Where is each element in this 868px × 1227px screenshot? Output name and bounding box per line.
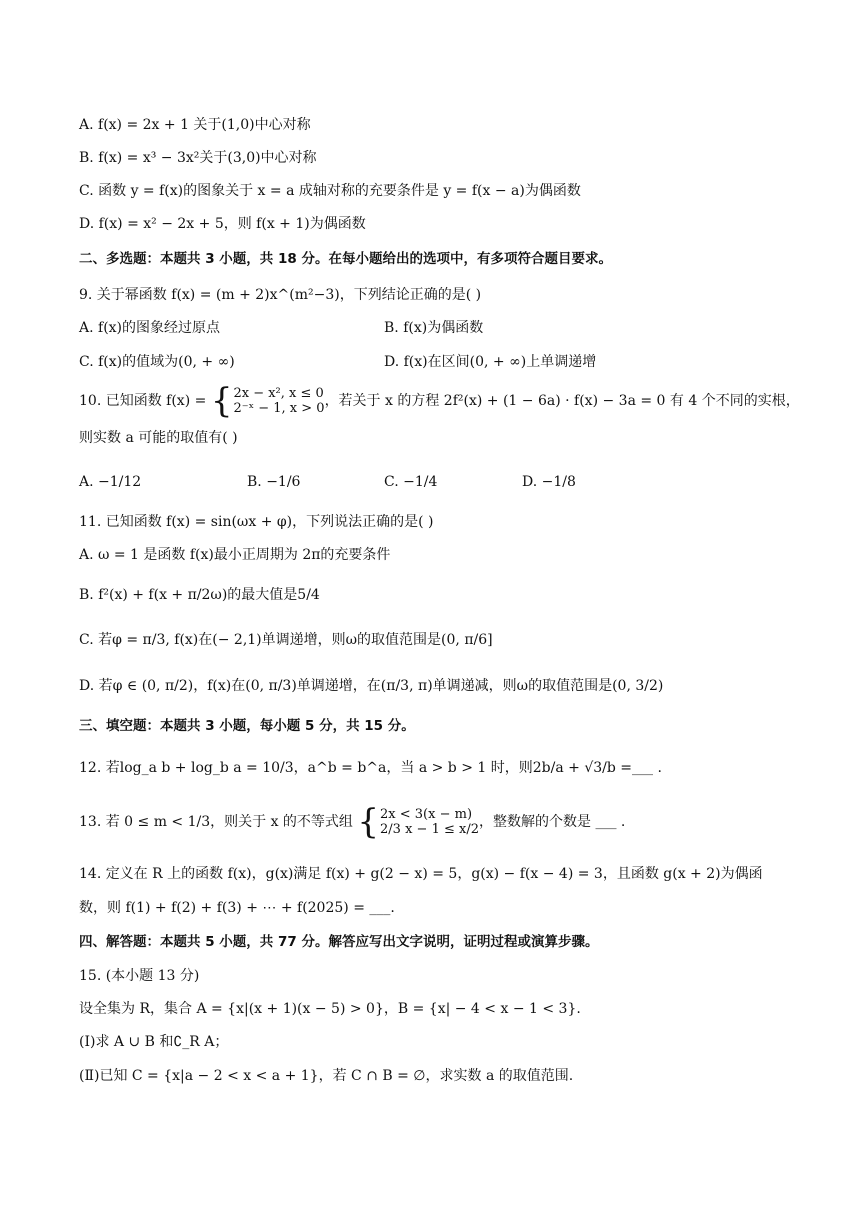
q10-option-c: C. −1/4 xyxy=(384,474,438,490)
q10-case-2: 2⁻ˣ − 1, x > 0 xyxy=(233,401,325,416)
q9-option-c: C. f(x)的值域为(0, + ∞) xyxy=(79,354,235,370)
q8-option-b-text: B. f(x) = x³ − 3x²关于(3,0)中心对称 xyxy=(79,150,317,166)
q13-stem-suffix: ，整数解的个数是 ___ . xyxy=(479,814,626,830)
section-2-heading: 二、多选题：本题共 3 小题，共 18 分。在每小题给出的选项中，有多项符合题目要求。 xyxy=(79,251,612,267)
q8-option-a xyxy=(79,115,311,135)
q14-line-1: 14. 定义在 R 上的函数 f(x)，g(x)满足 f(x) + g(2 − x) = 5，g(x) − f(x − 4) = 3，且函数 g(x + 2)为偶函 xyxy=(79,866,763,882)
q15-part-1: (Ⅰ)求 A ∪ B 和∁_R A； xyxy=(79,1034,229,1050)
q15-title: 15. (本小题 13 分) xyxy=(79,968,200,984)
q13-cases xyxy=(380,807,479,837)
q10-option-d: D. −1/8 xyxy=(522,474,576,490)
q8-option-a-text: A. f(x) = 2x + 1 关于(1,0)中心对称 xyxy=(79,117,311,133)
q14-line-2: 数，则 f(1) + f(2) + f(3) + ⋯ + f(2025) = ___. xyxy=(79,900,395,916)
q10-option-a: A. −1/12 xyxy=(79,474,142,490)
q13-case-1: 2x < 3(x − m) xyxy=(380,807,473,822)
q11-option-d: D. 若φ ∈ (0, π/2)，f(x)在(0, π/3)单调递增，在(π/3, π)单调递减，则ω的取值范围是(0, 3/2) xyxy=(79,678,664,694)
q8-option-c xyxy=(79,181,581,201)
section-3-heading: 三、填空题：本题共 3 小题，每小题 5 分，共 15 分。 xyxy=(79,718,415,734)
q10-option-b: B. −1/6 xyxy=(247,474,301,490)
q9-option-b: B. f(x)为偶函数 xyxy=(384,320,484,336)
section-4-heading: 四、解答题：本题共 5 小题，共 77 分。解答应写出文字说明，证明过程或演算步骤。 xyxy=(79,934,599,950)
q11-option-b: B. f²(x) + f(x + π/2ω)的最大值是5/4 xyxy=(79,587,320,603)
q12-stem: 12. 若log_a b + log_b a = 10/3，a^b = b^a，当 a > b > 1 时，则2b/a + √3/b =___ . xyxy=(79,760,662,776)
q13-brace: { xyxy=(357,802,380,842)
q11-option-c: C. 若φ = π/3, f(x)在(− 2,1)单调递增，则ω的取值范围是(0, π/6] xyxy=(79,632,493,648)
q9-option-d: D. f(x)在区间(0, + ∞)上单调递增 xyxy=(384,354,597,370)
q10-cases xyxy=(233,386,324,416)
q15-stem: 设全集为 R，集合 A = {x|(x + 1)(x − 5) > 0}，B = {x| − 4 < x − 1 < 3}. xyxy=(79,1001,581,1017)
q13-stem xyxy=(79,804,625,840)
q9-option-a: A. f(x)的图象经过原点 xyxy=(79,320,221,336)
q10-stem-suffix: ，若关于 x 的方程 2f²(x) + (1 − 6a) · f(x) − 3a = 0 有 4 个不同的实根， xyxy=(324,393,800,409)
q15-part-2: (Ⅱ)已知 C = {x|a − 2 < x < a + 1}，若 C ∩ B = ∅，求实数 a 的取值范围. xyxy=(79,1068,574,1084)
q8-option-d-text: D. f(x) = x² − 2x + 5，则 f(x + 1)为偶函数 xyxy=(79,216,366,232)
q13-case-2: 2/3 x − 1 ≤ x/2 xyxy=(380,822,479,837)
q10-stem xyxy=(79,381,800,421)
q11-option-a: A. ω = 1 是函数 f(x)最小正周期为 2π的充要条件 xyxy=(79,547,391,563)
q8-option-b xyxy=(79,148,317,168)
q9-stem: 9. 关于幂函数 f(x) = (m + 2)x^(m²−3)，下列结论正确的是( ) xyxy=(79,287,482,303)
q10-stem-line2: 则实数 a 可能的取值有( ) xyxy=(79,430,238,446)
q8-option-d xyxy=(79,214,366,234)
q11-stem: 11. 已知函数 f(x) = sin(ωx + φ)，下列说法正确的是( ) xyxy=(79,514,434,530)
q8-option-c-text: C. 函数 y = f(x)的图象关于 x = a 成轴对称的充要条件是 y = f(x − a)为偶函数 xyxy=(79,183,581,199)
q10-stem-prefix: 10. 已知函数 f(x) = xyxy=(79,393,207,409)
q13-stem-prefix: 13. 若 0 ≤ m < 1/3，则关于 x 的不等式组 xyxy=(79,814,353,830)
q10-brace: { xyxy=(210,381,233,421)
q10-case-1: 2x − x², x ≤ 0 xyxy=(233,386,324,401)
